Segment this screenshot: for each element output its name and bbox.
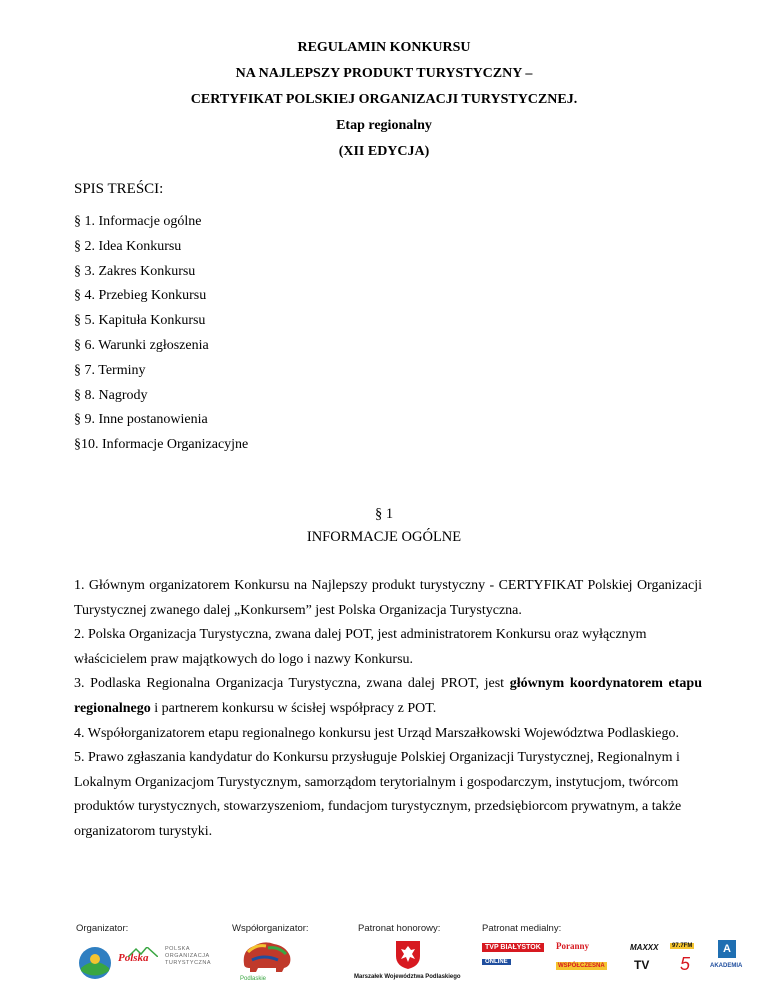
toc-item: § 6. Warunki zgłoszenia <box>74 337 209 353</box>
toc-item: § 1. Informacje ogólne <box>74 214 202 229</box>
paragraph-5: 5. Prawo zgłaszania kandydatur do Konkursu przysługuje Polskiej Organizacji Turystycznej, Regionalnym i Lokalnym Organizacjom Turystycznym, samorządom terytorialnym i gospodarczym, instytucjom, twórcom produktów turystycznych, stowarzyszeniom, fundacjom turystycznym, przedsiębiorcom prywatnym, a także organizatorom turystyki. <box>74 750 682 839</box>
toc-item: § 4. Przebieg Konkursu <box>74 288 207 304</box>
title-line-1: REGULAMIN KONKURSU <box>297 40 471 55</box>
tv-logo: TV <box>634 958 650 972</box>
tvp-bialystok-logo: TVP BIAŁYSTOK <box>482 943 544 952</box>
toc-item: §10. Informacje Organizacyjne <box>74 437 249 453</box>
akademia-logo: AKADEMIA <box>710 963 743 969</box>
section-number: § 1 <box>374 506 394 522</box>
toc-item: § 7. Terminy <box>74 362 146 378</box>
paragraph-3-tail: i partnerem konkursu w ścisłej współpracy z POT. <box>150 700 437 716</box>
paragraph-4: 4. Współorganizatorem etapu regionalnego konkursu jest Urząd Marszałkowski Województwa Podlaskiego. <box>74 725 680 741</box>
wspolczesna-logo: WSPÓŁCZESNA <box>558 963 605 969</box>
podlaskie-bison-icon <box>238 938 294 979</box>
paragraph-3-bold: głównym koordynatorem etapu regionalnego <box>74 676 703 716</box>
title-line-2: NA NAJLEPSZY PRODUKT TURYSTYCZNY – <box>235 66 533 81</box>
title-line-4: Etap regionalny <box>336 118 432 133</box>
kurier-poranny-logo: Poranny <box>556 941 590 951</box>
prot-logo <box>78 946 112 985</box>
marshal-caption: Marszałek Województwa Podlaskiego <box>354 974 461 980</box>
pot-logo-line: ORGANIZACJA <box>165 953 210 959</box>
coorganizer-label: Współorganizator: <box>232 923 309 934</box>
table-of-contents <box>74 210 248 458</box>
paragraph-3 <box>74 672 702 721</box>
toc-item: § 9. Inne postanowienia <box>74 412 208 428</box>
title-line-5: (XII EDYCJA) <box>338 144 430 159</box>
toc-item: § 3. Zakres Konkursu <box>74 263 196 279</box>
toc-item: § 2. Idea Konkursu <box>74 238 182 254</box>
toc-heading: SPIS TREŚCI: <box>74 181 164 197</box>
pot-logo-line: TURYSTYCZNA <box>165 960 212 966</box>
prot-emblem-icon <box>78 946 112 980</box>
toc-item: § 8. Nagrody <box>74 387 148 403</box>
paragraph-2: 2. Polska Organizacja Turystyczna, zwana dalej POT, jest administratorem Konkursu oraz wyłącznym właścicielem praw majątkowych do logo i nazwy Konkursu. <box>74 627 647 667</box>
toc-item: § 5. Kapituła Konkursu <box>74 313 206 329</box>
coat-of-arms-icon <box>395 940 421 975</box>
section-body <box>74 574 702 845</box>
polska-logo: Polska <box>118 952 149 964</box>
bialystok-online-logo: ONLINE <box>482 959 511 965</box>
podlaskie-logo-text: Podlaskie <box>240 976 267 982</box>
pot-logo-text <box>165 946 211 967</box>
akademia-a-icon: A <box>718 940 736 958</box>
pot-logo-line: POLSKA <box>165 946 191 952</box>
title-line-3: CERTYFIKAT POLSKIEJ ORGANIZACJI TURYSTYCZNEJ. <box>190 92 578 107</box>
media-patronage-label: Patronat medialny: <box>482 923 562 934</box>
maxxx-logo: MAXXX <box>630 943 659 952</box>
organizer-label: Organizator: <box>76 923 129 934</box>
paragraph-3-text: 3. Podlaska Regionalna Organizacja Turystyczna, zwana dalej PROT, jest <box>74 676 510 692</box>
five-logo: 5 <box>680 954 691 974</box>
paragraph-1: 1. Głównym organizatorem Konkursu na Najlepszy produkt turystyczny - CERTYFIKAT Polskiej Organizacji Turystycznej zwanego dalej „Konkursem” jest Polska Organizacja Turystyczna. <box>74 578 702 618</box>
section-title: INFORMACJE OGÓLNE <box>306 529 462 545</box>
radio-fm-logo: 97.7FM <box>672 943 693 949</box>
sponsor-footer <box>0 910 768 994</box>
honorary-patronage-label: Patronat honorowy: <box>358 923 441 934</box>
polska-mountains-icon <box>128 944 158 962</box>
